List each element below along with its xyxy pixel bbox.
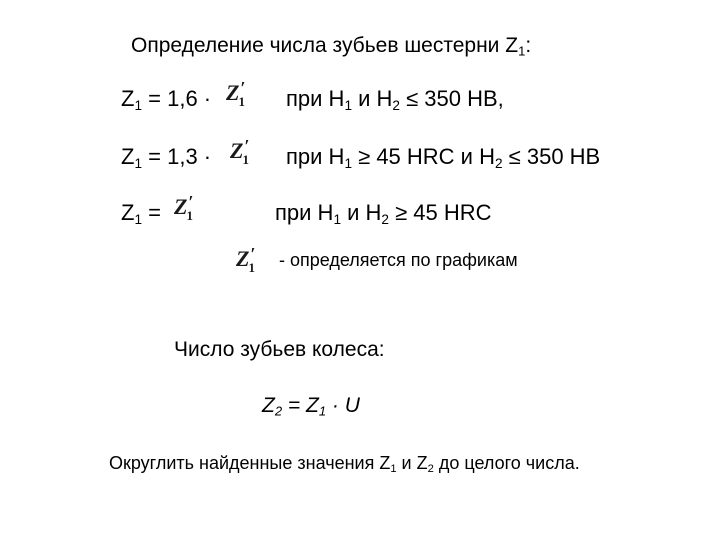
page-title: Определение числа зубьев шестерни $Z_1$:	[131, 34, 532, 59]
formula-z1-hrc-hb: $Z_1 = 1,3$ ·	[121, 144, 212, 171]
condition-hrc-hb: при $H_1 \ge 45$ HRC и $H_2 \le 350$ HB	[286, 144, 601, 171]
rounding-note: Округлить найденные значения $Z_1$ и $Z_2$ до целого числа.	[109, 453, 580, 476]
formula-z2: $Z_2 = Z_1 \cdot U$	[262, 394, 360, 419]
condition-hrc: при $H_1$ и $H_2 \ge 45$ HRC	[275, 200, 492, 227]
z-prime-symbol: $Z'_1$	[236, 244, 256, 275]
z-prime-symbol: $Z'_1$	[230, 136, 250, 167]
z-prime-symbol: $Z'_1$	[226, 78, 246, 109]
formula-z1-hrc: $Z_1$ =	[121, 200, 161, 227]
formula-z1-hb: $Z_1 = 1,6$ ·	[121, 86, 212, 113]
condition-hb: при $H_1$ и $H_2 \le 350$ HB,	[286, 86, 504, 113]
z-prime-symbol: $Z'_1$	[174, 192, 194, 223]
section-title-wheel: Число зубьев колеса:	[174, 338, 385, 361]
note-graphs: - определяется по графикам	[279, 250, 518, 270]
